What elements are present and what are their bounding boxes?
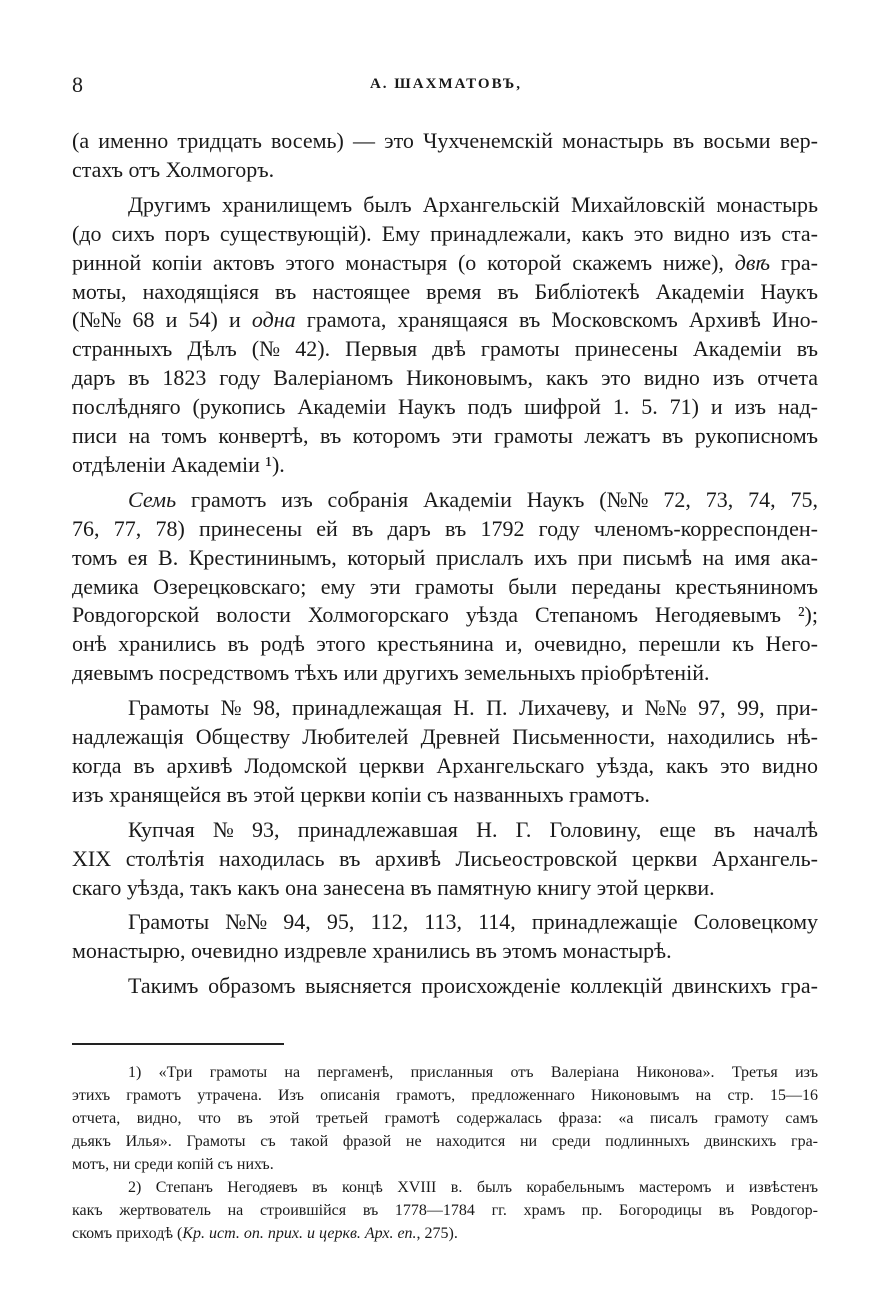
line-content [72,1085,818,1107]
text-segment: этихъ грамотъ утрачена. Изъ описанія грамотъ, предложеннаго Никоновымъ на стр. 15—16 [72,1087,818,1104]
text-segment: 2) Степанъ Негодяевъ въ концѣ XVIII в. былъ корабельнымъ мастеромъ и извѣстенъ [128,1179,818,1196]
text-line [72,305,818,335]
italic-text: Семь [128,486,177,512]
text-segment: Купчая № 93, принадлежавшая Н. Г. Головину, еще въ началѣ [128,816,818,842]
text-segment: грамотъ изъ собранія Академіи Наукъ (№№ 72, 73, 74, 75, [176,486,818,512]
text-segment: дяевымъ посредствомъ тѣхъ или другихъ земельныхъ пріобрѣтеній. [72,660,710,686]
line-content [72,873,715,903]
text-segment: монастырю, очевидно издревле хранились въ этомъ монастырѣ. [72,938,672,964]
line-content [72,514,818,544]
text-line [72,722,818,752]
text-line [72,219,818,249]
text-line [72,392,818,422]
line-content [72,629,818,659]
line-content [128,485,818,515]
text-segment: мотъ, ни среди копій съ нихъ. [72,1156,274,1173]
line-content [72,722,818,752]
line-content [72,1200,818,1222]
text-line [72,936,818,966]
text-segment: Такимъ образомъ выясняется происхожденіе коллекцій двинскихъ гра- [128,973,818,999]
line-content [72,392,818,422]
text-segment: какъ жертвователь на строившійся въ 1778—1784 гг. храмъ пр. Богородицы въ Ровдогор- [72,1202,818,1219]
text-segment: странныхъ Дѣлъ (№ 42). Первыя двѣ грамоты принесены Академіи въ [72,336,818,362]
footnote-line [72,1200,818,1222]
text-line [72,572,818,602]
line-content [128,971,818,1001]
text-line [72,277,818,307]
text-segment: даръ въ 1823 году Валеріаномъ Никоновымъ, какъ это видно изъ отчета [72,365,818,391]
text-segment: грамота, хранящаяся въ Московскомъ Архивѣ Ино- [295,307,818,333]
text-segment: гра- [770,249,818,275]
text-segment: надлежащія Обществу Любителей Древней Письменности, находились нѣ- [72,724,818,749]
text-line [72,693,818,723]
text-segment: скаго уѣзда, такъ какъ она занесена въ памятную книгу этой церкви. [72,874,715,900]
text-segment: дьякъ Илья». Грамоты съ такой фразой не находится ни среди подлинныхъ двинскихъ гра- [72,1133,818,1150]
line-content [128,1177,818,1199]
text-segment: отчета, видно, что въ этой третьей грамотѣ содержалась фраза: «а писалъ грамоту самъ [72,1110,818,1127]
text-segment: (№№ 68 и 54) и [72,307,252,333]
text-segment: , 275). [416,1225,458,1242]
text-segment: Грамоты № 98, принадлежащая Н. П. Лихачеву, и №№ 97, 99, при- [128,695,818,721]
text-line [72,751,818,781]
text-line [72,514,818,544]
text-segment: когда въ архивѣ Лодомской церкви Архангельскаго уѣзда, какъ это видно [72,752,818,778]
text-line [72,600,818,630]
text-segment: писи на томъ конвертѣ, въ которомъ эти грамоты лежатъ въ рукописномъ [72,423,818,448]
running-title: А. ШАХМАТОВЪ, [369,76,523,92]
line-content [72,450,285,480]
line-content [128,907,818,937]
line-content [72,1131,818,1153]
line-content [128,815,818,845]
line-content [72,936,672,966]
text-line [72,873,818,903]
text-line [72,907,818,937]
text-line [72,543,818,573]
line-content [72,305,818,335]
line-content [72,248,818,278]
footnote-divider [72,1043,284,1045]
text-segment: 1) «Три грамоты на пергаменѣ, присланныя отъ Валеріана Никонова». Третья изъ [128,1064,818,1081]
line-content [72,572,818,602]
text-segment: Грамоты №№ 94, 95, 112, 113, 114, принадлежащіе Соловецкому [128,909,818,935]
text-line [72,421,818,451]
footnote-line [72,1108,818,1130]
text-segment: онѣ хранились въ родѣ этого крестьянина и, очевидно, перешли къ Него- [72,631,818,657]
line-content [128,693,818,723]
footnote-line [72,1223,818,1245]
text-line [72,450,818,480]
text-segment: изъ хранящейся въ этой церкви копіи съ названныхъ грамотъ. [72,781,650,807]
text-segment: (а именно тридцать восемь) — это Чухченемскій монастырь въ восьми вер- [72,128,818,153]
line-content [72,363,818,393]
line-content [72,219,818,249]
footnote-line [72,1085,818,1107]
line-content [72,126,818,156]
text-line [72,815,818,845]
text-line [72,780,818,810]
text-segment: отдѣленіи Академіи ¹). [72,451,285,477]
text-segment: скомъ приходѣ ( [72,1225,183,1242]
italic-text: двѣ [734,249,771,275]
line-content [128,190,818,220]
text-line [72,844,818,874]
line-content [72,600,818,630]
text-segment: демика Озерецковскаго; ему эти грамоты были переданы крестьяниномъ [72,573,818,599]
line-content [72,844,818,874]
text-line [72,363,818,393]
text-segment: моты, находящіяся въ настоящее время въ Библіотекѣ Академіи Наукъ [72,278,818,304]
line-content [72,658,709,688]
text-segment: Ровдогорской волости Холмогорскаго уѣзда Степаномъ Негодяевымъ ²); [72,602,818,628]
text-line [72,629,818,659]
text-segment: ринной копіи актовъ этого монастыря (о которой скажемъ ниже), [72,249,735,275]
footnote-line [72,1131,818,1153]
text-segment: XIX столѣтія находилась въ архивѣ Лисьеостровской церкви Архангель- [72,845,818,871]
footnote-line [72,1062,818,1084]
line-content [72,543,818,573]
footnote-line [72,1154,818,1176]
line-content [72,1223,458,1245]
line-content [72,334,818,364]
text-line [72,126,818,156]
line-content [72,1108,818,1130]
line-content [72,277,818,307]
line-content [72,751,818,781]
line-content [72,780,650,810]
italic-text: одна [251,307,296,333]
text-line [72,155,818,185]
text-line [72,248,818,278]
line-content [72,1154,274,1176]
text-segment: (до сихъ поръ существующій). Ему принадлежали, какъ это видно изъ ста- [72,220,818,246]
footnote-line [72,1177,818,1199]
text-line [72,334,818,364]
text-segment: послѣдняго (рукопись Академіи Наукъ подъ шифрой 1. 5. 71) и изъ над- [72,394,818,420]
text-line [72,190,818,220]
line-content [72,155,274,185]
line-content [72,421,818,451]
text-segment: Другимъ хранилищемъ былъ Архангельскій Михайловскій монастырь [128,191,818,217]
text-segment: стахъ отъ Холмогоръ. [72,156,275,182]
italic-text: Кр. ист. оп. прих. и церкв. Арх. еп. [182,1225,417,1242]
page-number: 8 [72,72,83,97]
text-line [72,485,818,515]
text-segment: 76, 77, 78) принесены ей въ даръ въ 1792 году членомъ-корреспонден- [72,515,818,541]
line-content [128,1062,818,1084]
text-segment: томъ ея В. Крестининымъ, который прислалъ ихъ при письмѣ на имя ака- [72,544,818,570]
text-line [72,971,818,1001]
text-line [72,658,818,688]
